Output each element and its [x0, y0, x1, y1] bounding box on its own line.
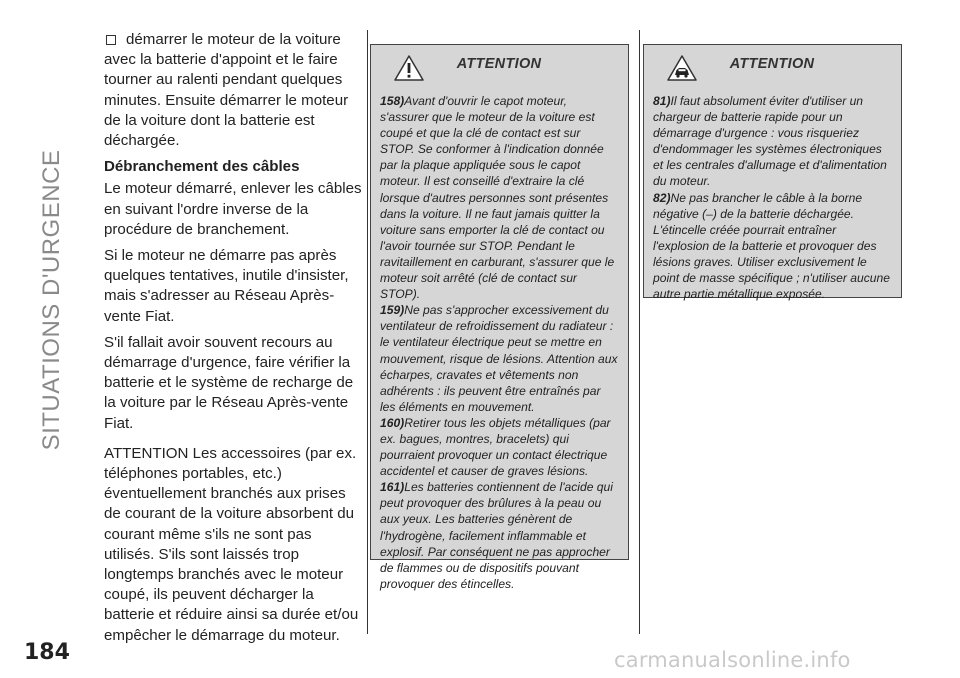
warning-box-car: [643, 44, 902, 302]
body-paragraph: Le moteur démarré, enlever les câbles en suivant l'ordre inverse de la procédure de branchement.: [104, 180, 362, 238]
step-text: démarrer le moteur de la voiture avec la batterie d'appoint et le faire tourner au ralenti pendant quelques minutes. Ensuite démarrer le moteur de la voiture dont la batterie est déchargée.: [104, 31, 349, 150]
site-watermark: carmanualsonline.info: [614, 648, 851, 672]
warning-title: ATTENTION: [456, 56, 542, 72]
warning-item: 159)Ne pas s'approcher excessivement du ventilateur de refroidissement du radiateur : le ventilateur électrique peut se mettre en mouvement, risque de lésions. Attention aux écharpes, cravates et vêtements non adhérents : ils peuvent être entraînés par les éléments en mouvement.: [380, 303, 618, 414]
warning-triangle-icon: [394, 55, 424, 81]
body-paragraph: ATTENTION Les accessoires (par ex. téléphones portables, etc.) éventuellement branchés aux prises de courant de la voiture absorbent du courant même s'ils ne sont pas utilisés. S'ils sont laissés trop longtemps branchés avec le moteur coupé, ils peuvent décharger la batterie et réduire ainsi sa durée et/ou empêcher le démarrage du moteur.: [104, 444, 359, 644]
warning-item: 81)Il faut absolument éviter d'utiliser un chargeur de batterie rapide pour un démarrage d'urgence : vous risqueriez d'endommager les systèmes électroniques et les centrales d'allumage et d'alimentation du moteur.: [653, 94, 887, 189]
warning-item: 158)Avant d'ouvrir le capot moteur, s'assurer que le moteur de la voiture est coupé et que la clé de contact est sur STOP. Se conformer à l'indication donnée par la plaque appliquée sous le capot moteur. Il est conseillé d'extraire la clé lorsque d'autres personnes sont présentes dans la voiture. Il ne faut jamais quitter la voiture sans emporter la clé de contact ou l'avoir tournée sur STOP. Pendant le ravitaillement en carburant, s'assurer que le moteur soit arrêté (clé de contact sur STOP).: [380, 94, 615, 302]
warning-item: 161)Les batteries contiennent de l'acide qui peut provoquer des brûlures à la peau ou aux yeux. Les batteries génèrent de l'hydrogène, facilement inflammable et explosif. Par conséquent ne pas approcher de flammes ou de dispositifs pouvant provoquer des étincelles.: [380, 480, 613, 591]
checkbox-icon: [106, 35, 116, 45]
left-column: [104, 30, 362, 652]
page-number: 184: [24, 640, 70, 665]
section-heading: Débranchement des câbles: [104, 158, 300, 176]
column-divider: [367, 30, 368, 634]
body-paragraph: Si le moteur ne démarre pas après quelques tentatives, inutile d'insister, mais s'adresser au Réseau Après-vente Fiat.: [104, 247, 349, 325]
step-paragraph: [104, 30, 362, 151]
warning-item: 82)Ne pas brancher le câble à la borne négative (–) de la batterie déchargée. L'étincelle créée pourrait entraîner l'explosion de la batterie et provoquer des lésions graves. Utiliser exclusivement le point de masse spécifique ; n'utiliser aucune autre partie métallique exposée.: [653, 190, 890, 302]
warning-header: [653, 45, 891, 93]
warning-item: 160)Retirer tous les objets métalliques (par ex. bagues, montres, bracelets) qui pourraient provoquer un contact électrique accidentel et causer de graves lésions.: [380, 415, 611, 479]
warning-title: ATTENTION: [729, 56, 815, 72]
section-side-title: SITUATIONS D'URGENCE: [38, 149, 65, 451]
warning-header: [380, 45, 618, 93]
body-paragraph: S'il fallait avoir souvent recours au démarrage d'urgence, faire vérifier la batterie et le système de recharge de la voiture par le Réseau Après-vente Fiat.: [104, 333, 354, 432]
car-warning-icon: [667, 55, 697, 81]
warning-box-safety: [370, 44, 629, 591]
column-divider: [639, 30, 640, 634]
